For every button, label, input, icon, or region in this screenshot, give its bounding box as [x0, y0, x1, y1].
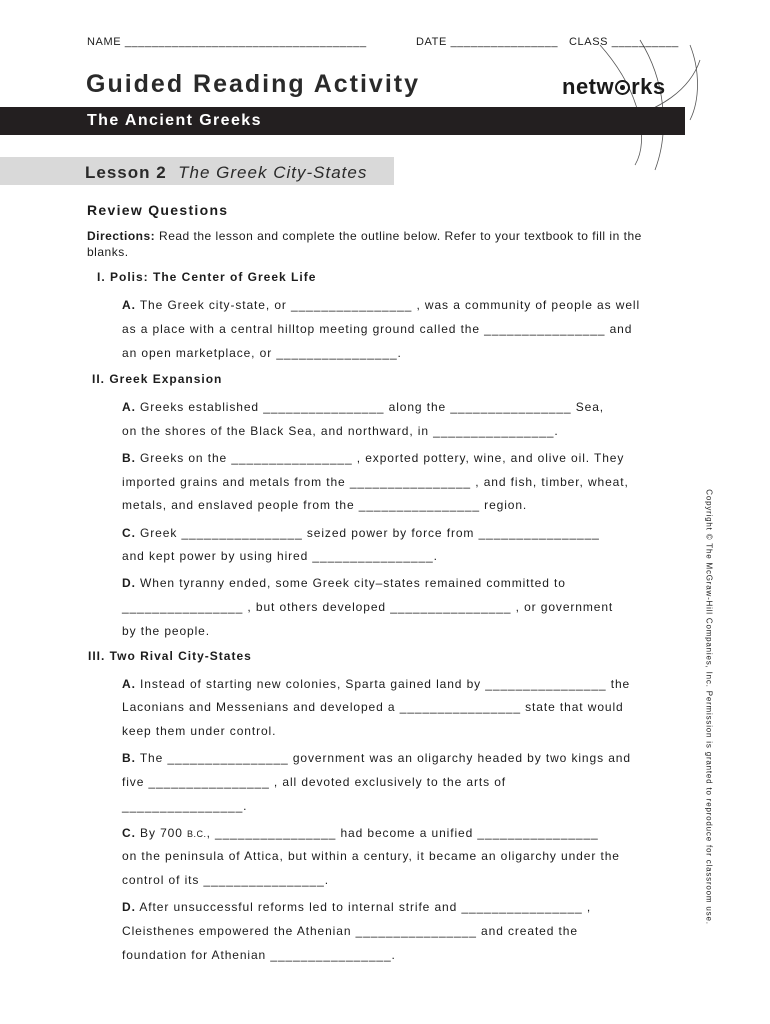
logo-text-2: rks [631, 74, 666, 99]
item-3d-line-1 [122, 900, 591, 914]
item-2b-line-1 [122, 451, 624, 465]
lesson-label: Lesson 2 [85, 163, 167, 182]
item-text: Greek ________________ seized power by force from ________________ [135, 526, 600, 540]
item-3b-line-1 [122, 751, 631, 765]
item-2c-line-2: and kept power by using hired ________________. [122, 549, 438, 563]
item-2d-line-1 [122, 576, 566, 590]
item-letter: D. [122, 900, 136, 914]
item-3b-line-2: five ________________ , all devoted exclusively to the arts of [122, 775, 507, 789]
item-text: , ________________ had become a unified ________________ [206, 826, 599, 840]
item-1a-line-2: as a place with a central hilltop meeting ground called the ________________ and [122, 322, 633, 336]
item-text: When tyranny ended, some Greek city–states remained committed to [135, 576, 566, 590]
item-letter: A. [122, 400, 136, 414]
networks-logo [562, 74, 666, 100]
item-letter: A. [122, 677, 136, 691]
item-2d-line-2: ________________ , but others developed ________________ , or government [122, 600, 614, 614]
class-field[interactable]: CLASS __________ [569, 36, 679, 48]
item-letter: A. [122, 298, 136, 312]
directions-label: Directions: [87, 229, 156, 243]
item-3d-line-2: Cleisthenes empowered the Athenian ________________ and created the [122, 924, 578, 938]
item-text: The Greek city-state, or ________________ , was a community of people as well [135, 298, 641, 312]
item-1a-line-3: an open marketplace, or ________________. [122, 346, 402, 360]
item-letter: C. [122, 826, 136, 840]
item-2b-line-2: imported grains and metals from the ________________ , and fish, timber, wheat, [122, 475, 629, 489]
item-text: Greeks established ________________ along the ________________ Sea, [135, 400, 605, 414]
directions [87, 228, 662, 260]
page-title: Guided Reading Activity [86, 70, 421, 98]
item-3a-line-1 [122, 677, 630, 691]
lesson-name: The Greek City-States [178, 163, 368, 182]
item-3c-line-1 [122, 826, 599, 840]
item-2d-line-3: by the people. [122, 624, 210, 638]
item-1a-line-1 [122, 298, 640, 312]
unit-title: The Ancient Greeks [87, 112, 262, 129]
item-letter: C. [122, 526, 136, 540]
name-field[interactable]: NAME ____________________________________ [87, 36, 367, 48]
date-field[interactable]: DATE ________________ [416, 36, 559, 48]
item-text: By 700 [135, 826, 188, 840]
section-2-heading: II. Greek Expansion [92, 372, 223, 386]
era-abbreviation: B.C. [187, 829, 207, 839]
item-3b-line-3: ________________. [122, 799, 248, 813]
section-1-heading: I. Polis: The Center of Greek Life [97, 270, 317, 284]
item-2b-line-3: metals, and enslaved people from the ________________ region. [122, 498, 528, 512]
item-text: After unsuccessful reforms led to internal strife and ________________ , [135, 900, 592, 914]
item-3a-line-2: Laconians and Messenians and developed a ________________ state that would [122, 700, 624, 714]
item-text: Greeks on the ________________ , exported pottery, wine, and olive oil. They [135, 451, 625, 465]
item-letter: B. [122, 451, 136, 465]
item-2c-line-1 [122, 526, 600, 540]
item-3d-line-3: foundation for Athenian ________________. [122, 948, 396, 962]
logo-o-icon [615, 80, 630, 95]
copyright-notice: Copyright © The McGraw-Hill Companies, Inc. Permission is granted to reproduce for classroom use. [704, 489, 714, 925]
lesson-title [85, 163, 367, 183]
review-heading: Review Questions [87, 202, 229, 218]
directions-text: Read the lesson and complete the outline below. Refer to your textbook to fill in the blanks. [87, 229, 642, 259]
item-letter: B. [122, 751, 136, 765]
item-3a-line-3: keep them under control. [122, 724, 277, 738]
section-3-heading: III. Two Rival City-States [88, 649, 252, 663]
item-3c-line-2: on the peninsula of Attica, but within a century, it became an oligarchy under the [122, 849, 620, 863]
item-text: Instead of starting new colonies, Sparta gained land by ________________ the [135, 677, 631, 691]
item-3c-line-3: control of its ________________. [122, 873, 329, 887]
item-2a-line-2: on the shores of the Black Sea, and northward, in ________________. [122, 424, 559, 438]
item-letter: D. [122, 576, 136, 590]
item-text: The ________________ government was an oligarchy headed by two kings and [135, 751, 631, 765]
unit-bar [0, 107, 685, 135]
item-2a-line-1 [122, 400, 604, 414]
logo-text-1: netw [562, 74, 615, 99]
